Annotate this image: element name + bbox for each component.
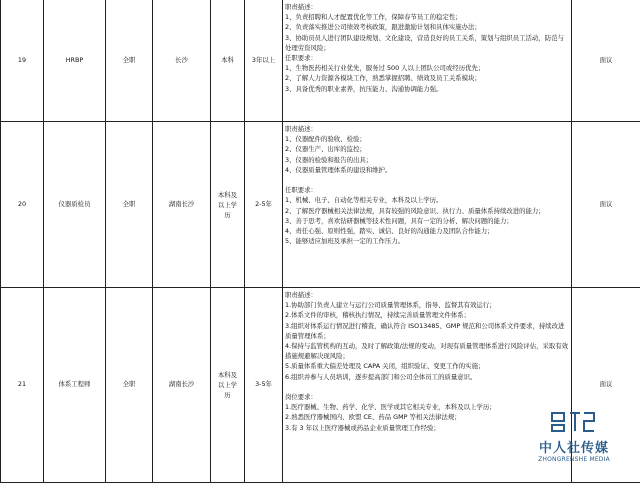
description-line: 3、具备优秀的职业素养，抗压能力、沟通协调能力强。 xyxy=(285,84,569,94)
description-line: 3.有 3 年以上医疗器械或药品企业质量管理工作经验； xyxy=(285,423,569,433)
description-line: 任职要求： xyxy=(285,53,569,63)
description-line: 2、了解人力资源各模块工作，熟悉掌握招聘、绩效及员工关系模块； xyxy=(285,73,569,83)
description-line: 1、生物医药相关行业优先，服务过 500 人以上团队公司或经历优先； xyxy=(285,63,569,73)
education-line: 历 xyxy=(211,210,244,220)
description-line: 5、能够适应加班及承担一定的工作压力。 xyxy=(285,236,569,246)
education-line: 本科及 xyxy=(211,190,244,200)
row-number: 21 xyxy=(1,288,44,483)
position-name: HRBP xyxy=(44,0,106,122)
education-line: 以上学 xyxy=(211,200,244,210)
job-location: 湖南长沙 xyxy=(153,288,211,483)
description-line: 3.组织对体系运行情况进行稽查，确认符合 ISO13485、GMP 规范和公司体系文件要求，持续改进质量管理体系； xyxy=(285,321,569,341)
education-requirement xyxy=(211,122,245,288)
watermark-chinese: 中人社传媒 xyxy=(514,437,634,456)
description-line: 职责描述： xyxy=(285,290,569,300)
description-line xyxy=(285,175,569,185)
description-line: 2.体系文件的审核，稽核执行情况，持续完善质量管理文件体系； xyxy=(285,310,569,320)
education-line: 以上学 xyxy=(211,380,244,390)
description-line: 任职要求： xyxy=(285,185,569,195)
description-line: 6.组织并参与人员培训，逐步提高部门和公司全体员工的质量意识。 xyxy=(285,372,569,382)
table-row xyxy=(1,0,640,122)
table-row xyxy=(1,122,640,288)
description-line: 4、责任心强、原则性强，踏实、诚信、良好的沟通能力及团队合作能力； xyxy=(285,226,569,236)
education-line: 历 xyxy=(211,390,244,400)
job-type: 全职 xyxy=(106,288,153,483)
job-description xyxy=(283,122,572,288)
education-requirement xyxy=(211,288,245,483)
description-line: 1.协助部门负责人建立与运行公司质量管理体系，指导、监督其有效运行； xyxy=(285,300,569,310)
position-name: 体系工程师 xyxy=(44,288,106,483)
watermark-english: ZHONGRENSHE MEDIA xyxy=(514,456,634,463)
job-location: 长沙 xyxy=(153,0,211,122)
experience-requirement: 3-5年 xyxy=(245,288,283,483)
description-line: 1、负责招聘和人才配置优化等工作，保障春节员工的稳定性； xyxy=(285,12,569,22)
description-line: 2、了解医疗器械相关法律法规，具有较强的风险意识、执行力、质量体系持续改进的能力； xyxy=(285,206,569,216)
description-line: 3、仪器的检验和报告的出具； xyxy=(285,155,569,165)
education-requirement: 本科 xyxy=(211,0,245,122)
row-number: 19 xyxy=(1,0,44,122)
job-description xyxy=(283,0,572,122)
media-logo-icon xyxy=(550,410,598,434)
position-name: 仪器质检员 xyxy=(44,122,106,288)
description-line: 2.熟悉医疗器械国内、欧盟 CE、药品 GMP 等相关法律法规； xyxy=(285,412,569,422)
description-line: 职责描述： xyxy=(285,124,569,134)
experience-requirement: 2-5年 xyxy=(245,122,283,288)
job-location: 湖南长沙 xyxy=(153,122,211,288)
salary: 面议 xyxy=(572,0,640,122)
description-line: 岗位要求： xyxy=(285,392,569,402)
education-line: 本科及 xyxy=(211,370,244,380)
job-type: 全职 xyxy=(106,122,153,288)
salary: 面议 xyxy=(572,122,640,288)
description-line: 4、仪器质量管理体系的建设和维护。 xyxy=(285,165,569,175)
description-line: 2、负责落实推进公司绩效考核政策，跟进激励计划和具体实施办法； xyxy=(285,22,569,32)
experience-requirement: 3年以上 xyxy=(245,0,283,122)
media-watermark xyxy=(514,410,634,472)
job-type: 全职 xyxy=(106,0,153,122)
description-line: 2、仪器生产、出库的监控； xyxy=(285,144,569,154)
description-line: 1.医疗器械、生物、药学、化学、医学或其它相关专业，本科及以上学历； xyxy=(285,402,569,412)
description-line: 1、仪器配件的验收、检验； xyxy=(285,134,569,144)
description-line: 1、机械、电子、自动化等相关专业，本科及以上学历。 xyxy=(285,195,569,205)
row-number: 20 xyxy=(1,122,44,288)
description-line: 职责描述： xyxy=(285,2,569,12)
description-line: 5.质量体系重大偏差处理及 CAPA 关闭，组织验证、变更工作的实施； xyxy=(285,361,569,371)
description-line: 3、协助员员人进行团队建设规划、文化建设，营造良好的员工关系，策划与组织员工活动，防范与处理劳资风险； xyxy=(285,33,569,53)
description-line: 3、善于思考，喜欢钻研器械等技术性问题，具有一定的分析、解决问题的能力； xyxy=(285,216,569,226)
salary: 面议 xyxy=(572,288,640,483)
description-line xyxy=(285,382,569,392)
description-line: 4.保持与监管机构的互动，及时了解政策/法规的变动，对现有质量管理体系进行风险评估，采取有效措施规避解决现风险； xyxy=(285,341,569,361)
